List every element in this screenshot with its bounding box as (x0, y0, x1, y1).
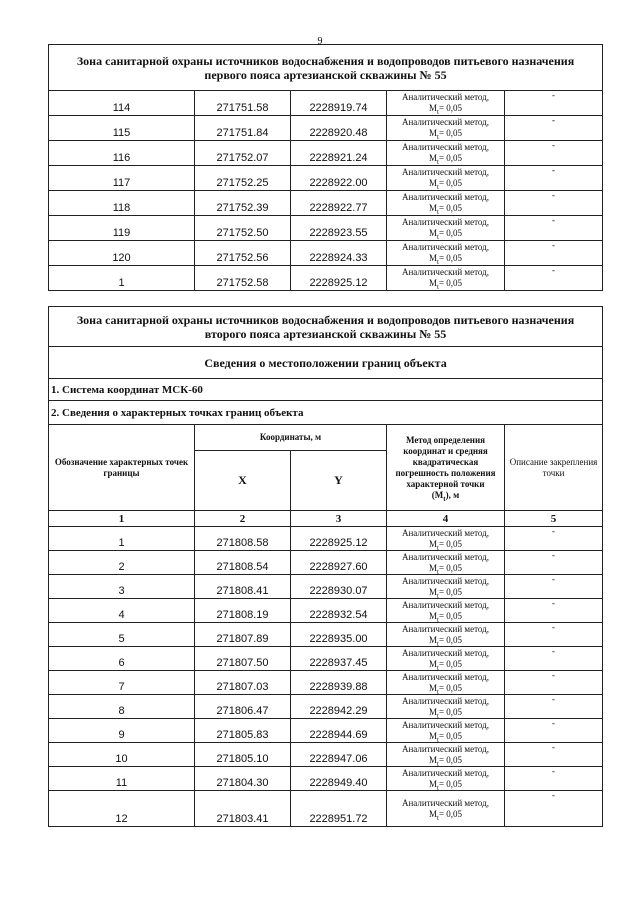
table-row (49, 647, 603, 671)
y-coordinate: 2228942.29 (291, 695, 387, 719)
point-label: 2 (49, 551, 195, 575)
y-coordinate: 2228939.88 (291, 671, 387, 695)
method-error (387, 635, 504, 646)
method-error-subscript: t (436, 687, 439, 695)
method-error (387, 178, 504, 189)
method-error-subscript: t (436, 132, 439, 141)
method-cell (387, 575, 505, 599)
fixing-description: - (505, 647, 603, 671)
method-error-symbol: M (428, 253, 437, 263)
coord-system: 1. Система координат МСК-60 (49, 379, 603, 401)
column-number: 3 (291, 511, 387, 527)
header-method-tail-b: ), м (445, 489, 460, 500)
header-method-tail-sub: t (443, 494, 446, 503)
method-text: Аналитический метод, (401, 267, 490, 277)
column-number: 2 (195, 511, 291, 527)
method-error-value: = 0,05 (438, 778, 463, 789)
table-row (49, 695, 603, 719)
x-coordinate: 271752.07 (195, 141, 291, 166)
table-row (49, 575, 603, 599)
x-coordinate: 271808.41 (195, 575, 291, 599)
column-number: 5 (505, 511, 603, 527)
method-error-value: = 0,05 (438, 538, 463, 549)
x-coordinate: 271805.10 (195, 743, 291, 767)
method-error-symbol: M (428, 730, 437, 741)
fixing-description: - (505, 743, 603, 767)
fixing-description: - (505, 91, 603, 116)
point-label: 119 (49, 216, 195, 241)
y-coordinate: 2228922.77 (291, 191, 387, 216)
method-error-symbol: M (428, 153, 437, 163)
y-coordinate: 2228937.45 (291, 647, 387, 671)
method-error (387, 563, 504, 574)
x-coordinate: 271807.03 (195, 671, 291, 695)
method-text: Аналитический метод, (401, 797, 490, 808)
point-label: 114 (49, 91, 195, 116)
method-error (387, 659, 504, 670)
method-text: Аналитический метод, (401, 695, 490, 706)
point-label: 3 (49, 575, 195, 599)
method-error-symbol: M (428, 178, 437, 188)
page-number: 9 (317, 36, 323, 47)
method-error (387, 278, 504, 289)
point-label: 9 (49, 719, 195, 743)
y-coordinate: 2228935.00 (291, 623, 387, 647)
method-error-value: = 0,05 (438, 658, 463, 669)
point-label: 1 (49, 527, 195, 551)
method-error-symbol: M (428, 203, 437, 213)
method-error-value: = 0,05 (438, 634, 463, 645)
method-error (387, 128, 504, 139)
y-coordinate: 2228927.60 (291, 551, 387, 575)
method-error-symbol: M (428, 682, 437, 693)
method-error-value: = 0,05 (438, 153, 463, 163)
y-coordinate: 2228947.06 (291, 743, 387, 767)
y-coordinate: 2228949.40 (291, 767, 387, 791)
point-label: 118 (49, 191, 195, 216)
method-error-subscript: t (436, 282, 439, 291)
method-error-symbol: M (428, 128, 437, 138)
x-coordinate: 271807.89 (195, 623, 291, 647)
method-error-subscript: t (436, 783, 439, 791)
method-error-symbol: M (428, 228, 437, 238)
zone1-table (48, 44, 603, 291)
column-number: 1 (49, 511, 195, 527)
method-error-symbol: M (428, 754, 437, 765)
method-error (387, 731, 504, 742)
method-error (387, 203, 504, 214)
method-error-symbol: M (428, 610, 437, 621)
method-error (387, 683, 504, 694)
method-error-subscript: t (436, 107, 439, 116)
fixing-description: - (505, 791, 603, 827)
point-label: 117 (49, 166, 195, 191)
y-coordinate: 2228925.12 (291, 527, 387, 551)
method-error-subscript: t (436, 157, 439, 166)
y-coordinate: 2228944.69 (291, 719, 387, 743)
method-error-value: = 0,05 (438, 128, 463, 138)
method-cell (387, 719, 505, 743)
zone1-rows (49, 91, 603, 291)
table-row (49, 141, 603, 166)
table-row (49, 671, 603, 695)
method-cell (387, 527, 505, 551)
y-coordinate: 2228919.74 (291, 91, 387, 116)
method-cell (387, 791, 505, 827)
y-coordinate: 2228923.55 (291, 216, 387, 241)
method-error-symbol: M (428, 538, 437, 549)
method-error-symbol: M (428, 103, 437, 113)
method-cell (387, 695, 505, 719)
method-cell (387, 116, 505, 141)
column-number-row (49, 511, 603, 527)
table-row (49, 527, 603, 551)
x-coordinate: 271807.50 (195, 647, 291, 671)
fixing-description: - (505, 141, 603, 166)
method-text: Аналитический метод, (401, 242, 490, 252)
x-coordinate: 271751.84 (195, 116, 291, 141)
method-cell (387, 241, 505, 266)
table-row (49, 166, 603, 191)
method-cell (387, 266, 505, 291)
method-error-symbol: M (428, 586, 437, 597)
point-label: 4 (49, 599, 195, 623)
method-error-subscript: t (436, 182, 439, 191)
fixing-description: - (505, 166, 603, 191)
x-coordinate: 271752.58 (195, 266, 291, 291)
method-error-value: = 0,05 (438, 228, 463, 238)
header-coordinates: Координаты, м (195, 425, 387, 451)
method-error-value: = 0,05 (438, 278, 463, 288)
fixing-description: - (505, 767, 603, 791)
method-error (387, 103, 504, 114)
section-title: Сведения о местоположении границ объекта (49, 347, 603, 379)
header-method-tail-a: (M (431, 489, 444, 500)
method-error-value: = 0,05 (438, 682, 463, 693)
method-error-value: = 0,05 (438, 103, 463, 113)
method-error-subscript: t (436, 663, 439, 671)
method-error (387, 755, 504, 766)
method-error-value: = 0,05 (438, 562, 463, 573)
method-error-subscript: t (436, 567, 439, 575)
fixing-description: - (505, 719, 603, 743)
zone1-title-line2: первого пояса артезианской скважины № 55 (204, 67, 447, 82)
method-error-subscript: t (436, 207, 439, 216)
method-text: Аналитический метод, (401, 743, 490, 754)
method-text: Аналитический метод, (401, 599, 490, 610)
point-label: 8 (49, 695, 195, 719)
header-designation: Обозначение характерных точек границы (49, 425, 195, 511)
method-error-subscript: t (436, 711, 439, 719)
fixing-description: - (505, 575, 603, 599)
method-error (387, 587, 504, 598)
x-coordinate: 271752.56 (195, 241, 291, 266)
method-error-subscript: t (436, 639, 439, 647)
x-coordinate: 271805.83 (195, 719, 291, 743)
method-cell (387, 216, 505, 241)
method-error-symbol: M (428, 658, 437, 669)
method-error-subscript: t (436, 232, 439, 241)
table-row (49, 767, 603, 791)
method-error-subscript: t (436, 257, 439, 266)
points-heading: 2. Сведения о характерных точках границ объекта (49, 401, 603, 425)
method-error-subscript: t (436, 615, 439, 623)
method-error-value: = 0,05 (438, 253, 463, 263)
method-error-value: = 0,05 (438, 586, 463, 597)
zone1-title-line1: Зона санитарной охраны источников водоснабжения и водопроводов питьевого назначения (76, 53, 575, 68)
fixing-description: - (505, 623, 603, 647)
y-coordinate: 2228930.07 (291, 575, 387, 599)
method-error-value: = 0,05 (438, 706, 463, 717)
method-cell (387, 671, 505, 695)
x-coordinate: 271804.30 (195, 767, 291, 791)
header-method (387, 425, 505, 511)
zone2-table (48, 306, 603, 827)
method-error-subscript: t (436, 759, 439, 767)
fixing-description: - (505, 599, 603, 623)
point-label: 5 (49, 623, 195, 647)
header-x: X (195, 451, 291, 511)
zone2-title (49, 307, 603, 347)
method-cell (387, 191, 505, 216)
point-label: 12 (49, 791, 195, 827)
method-error (387, 228, 504, 239)
table-row (49, 623, 603, 647)
point-label: 115 (49, 116, 195, 141)
x-coordinate: 271752.25 (195, 166, 291, 191)
table-row (49, 191, 603, 216)
method-error (387, 253, 504, 264)
y-coordinate: 2228922.00 (291, 166, 387, 191)
method-error (387, 539, 504, 550)
x-coordinate: 271752.50 (195, 216, 291, 241)
method-error-symbol: M (428, 634, 437, 645)
x-coordinate: 271808.58 (195, 527, 291, 551)
table-row (49, 116, 603, 141)
header-description: Описание закрепления точки (505, 425, 603, 511)
method-error (387, 707, 504, 718)
fixing-description: - (505, 191, 603, 216)
method-error-subscript: t (436, 591, 439, 599)
method-cell (387, 551, 505, 575)
header-method-text: Метод определения координат и средняя квадратическая погрешность положения характерной точки (395, 434, 496, 489)
method-error-value: = 0,05 (438, 610, 463, 621)
fixing-description: - (505, 216, 603, 241)
method-cell (387, 166, 505, 191)
y-coordinate: 2228921.24 (291, 141, 387, 166)
x-coordinate: 271752.39 (195, 191, 291, 216)
method-error-value: = 0,05 (438, 203, 463, 213)
method-cell (387, 647, 505, 671)
method-error-symbol: M (428, 706, 437, 717)
method-error-value: = 0,05 (438, 754, 463, 765)
x-coordinate: 271803.41 (195, 791, 291, 827)
method-text: Аналитический метод, (401, 217, 490, 227)
y-coordinate: 2228951.72 (291, 791, 387, 827)
point-label: 120 (49, 241, 195, 266)
method-error (387, 153, 504, 164)
fixing-description: - (505, 671, 603, 695)
table-row (49, 91, 603, 116)
method-error (387, 611, 504, 622)
method-text: Аналитический метод, (401, 527, 490, 538)
method-text: Аналитический метод, (401, 647, 490, 658)
method-text: Аналитический метод, (401, 551, 490, 562)
point-label: 6 (49, 647, 195, 671)
method-error-subscript: t (436, 735, 439, 743)
fixing-description: - (505, 116, 603, 141)
method-cell (387, 623, 505, 647)
zone2-title-line1: Зона санитарной охраны источников водоснабжения и водопроводов питьевого назначения (76, 312, 575, 327)
method-error-subscript: t (436, 543, 439, 551)
method-error-subscript: t (436, 813, 439, 822)
point-label: 7 (49, 671, 195, 695)
method-text: Аналитический метод, (401, 192, 490, 202)
fixing-description: - (505, 527, 603, 551)
point-label: 10 (49, 743, 195, 767)
point-label: 116 (49, 141, 195, 166)
method-text: Аналитический метод, (401, 671, 490, 682)
method-cell (387, 599, 505, 623)
method-text: Аналитический метод, (401, 719, 490, 730)
method-cell (387, 141, 505, 166)
y-coordinate: 2228925.12 (291, 266, 387, 291)
method-text: Аналитический метод, (401, 167, 490, 177)
fixing-description: - (505, 695, 603, 719)
x-coordinate: 271808.19 (195, 599, 291, 623)
method-text: Аналитический метод, (401, 117, 490, 127)
point-label: 11 (49, 767, 195, 791)
method-error-symbol: M (428, 562, 437, 573)
table-row (49, 791, 603, 827)
table-row (49, 719, 603, 743)
method-error-symbol: M (428, 778, 437, 789)
method-error (387, 809, 504, 820)
table-row (49, 551, 603, 575)
y-coordinate: 2228920.48 (291, 116, 387, 141)
table-row (49, 266, 603, 291)
zone2-rows (49, 527, 603, 827)
method-cell (387, 767, 505, 791)
method-text: Аналитический метод, (401, 623, 490, 634)
zone2-title-line2: второго пояса артезианской скважины № 55 (204, 326, 447, 341)
point-label: 1 (49, 266, 195, 291)
method-text: Аналитический метод, (401, 767, 490, 778)
method-text: Аналитический метод, (401, 142, 490, 152)
method-text: Аналитический метод, (401, 575, 490, 586)
y-coordinate: 2228932.54 (291, 599, 387, 623)
method-cell (387, 743, 505, 767)
table-row (49, 599, 603, 623)
header-y: Y (291, 451, 387, 511)
table-row (49, 241, 603, 266)
method-error-value: = 0,05 (438, 808, 463, 819)
method-error (387, 779, 504, 790)
x-coordinate: 271808.54 (195, 551, 291, 575)
x-coordinate: 271806.47 (195, 695, 291, 719)
column-number: 4 (387, 511, 505, 527)
method-error-symbol: M (428, 278, 437, 288)
table-row (49, 743, 603, 767)
table-row (49, 216, 603, 241)
method-text: Аналитический метод, (401, 92, 490, 102)
method-error-symbol: M (428, 808, 437, 819)
method-cell (387, 91, 505, 116)
method-error-value: = 0,05 (438, 178, 463, 188)
fixing-description: - (505, 551, 603, 575)
method-error-value: = 0,05 (438, 730, 463, 741)
fixing-description: - (505, 241, 603, 266)
zone1-title (49, 45, 603, 91)
fixing-description: - (505, 266, 603, 291)
y-coordinate: 2228924.33 (291, 241, 387, 266)
x-coordinate: 271751.58 (195, 91, 291, 116)
